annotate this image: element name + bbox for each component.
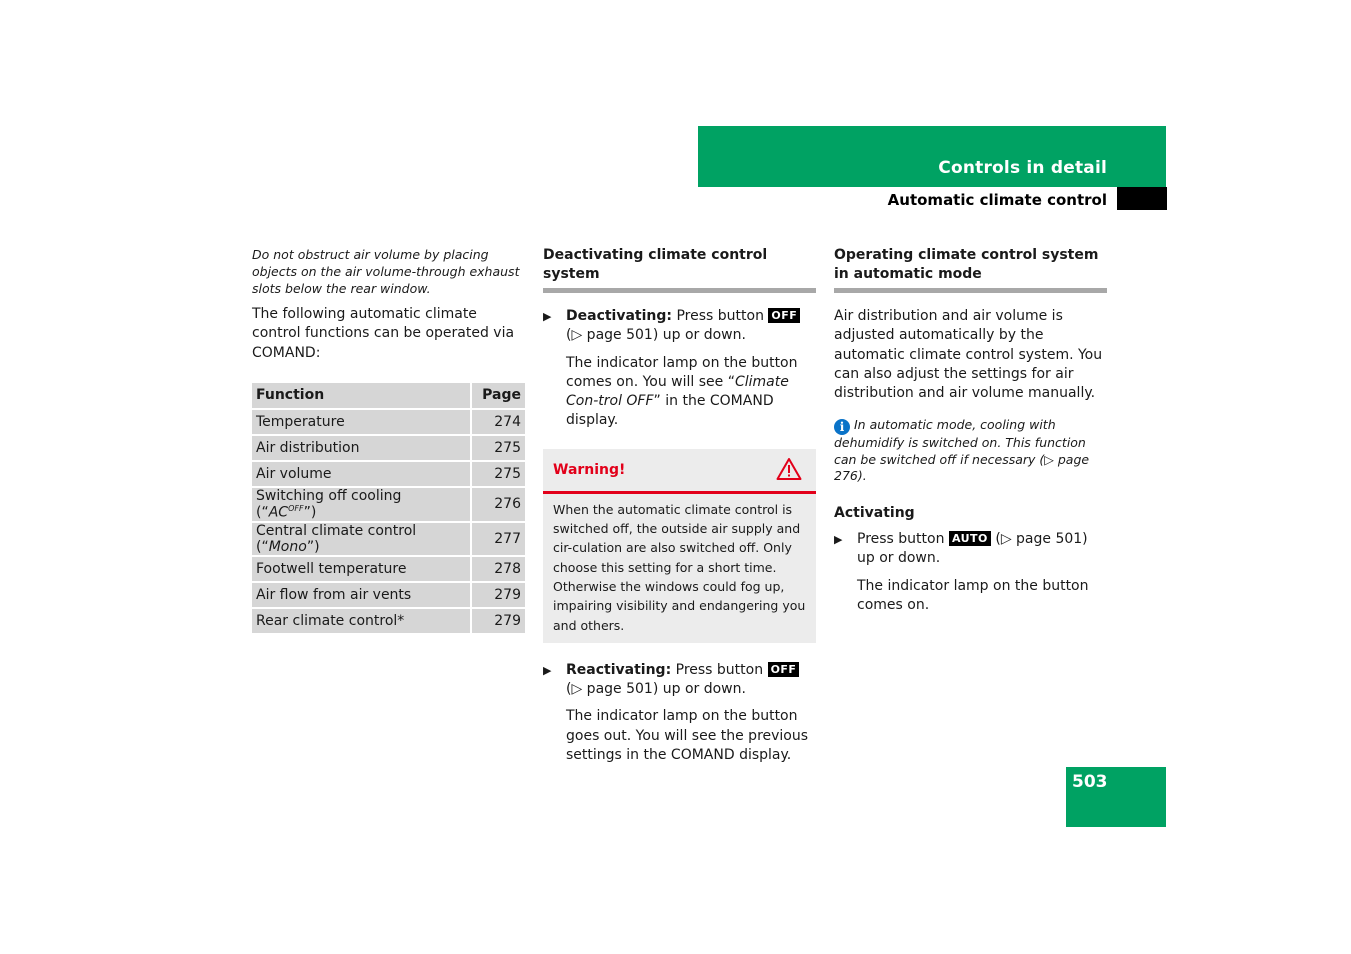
deactivating-heading: Deactivating climate control system (543, 246, 816, 293)
function-cell: Central climate control (“Mono”) (252, 522, 471, 556)
section-title: Controls in detail (938, 158, 1107, 178)
table-row (252, 556, 525, 582)
page-cell: 276 (471, 487, 525, 522)
page-cell: 274 (471, 409, 525, 435)
activate-step: ▶ Press button AUTO (▷ page 501) up or down. (834, 530, 1088, 567)
table-row (252, 409, 525, 435)
warning-triangle-icon (776, 457, 802, 485)
table-row (252, 608, 525, 634)
function-cell: Air volume (252, 461, 471, 487)
function-cell: Air flow from air vents (252, 582, 471, 608)
function-cell: Rear climate control* (252, 608, 471, 634)
obstruction-note: Do not obstruct air volume by placing objects on the air volume-through exhaust slots below the rear window. (252, 247, 520, 296)
info-icon: i (834, 419, 850, 435)
column-right (834, 246, 1107, 615)
automatic-mode-intro: Air distribution and air volume is adjusted automatically by the automatic climate control system. You can also adjust the settings for air distribution and air volume manually. (834, 308, 1103, 402)
auto-button-icon: AUTO (949, 531, 991, 546)
function-table (252, 383, 525, 635)
bullet-arrow-icon: ▶ (543, 310, 552, 323)
column-middle (543, 246, 816, 765)
page-cell: 278 (471, 556, 525, 582)
bullet-arrow-icon: ▶ (543, 663, 552, 677)
bullet-arrow-icon: ▶ (834, 532, 843, 546)
off-button-icon: OFF (768, 308, 800, 323)
reactivate-step: ▶ Reactivating: Press button OFF (▷ page 501) up or down. (543, 661, 816, 700)
warning-text: When the automatic climate control is switched off, the outside air supply and cir-culation are also switched off. Only choose this setting for a short time. Otherwise the windows could fog up, impairing visibility and endangering you and others. (553, 501, 806, 633)
table-header-row (252, 383, 525, 409)
page-column-header: Page (471, 383, 525, 409)
off-button-icon: OFF (768, 662, 800, 677)
info-note: i In automatic mode, cooling with dehumidify is switched on. This function can be switched off if necessary (▷ page 276). (834, 417, 1090, 484)
activate-result: The indicator lamp on the button comes on. (857, 577, 1089, 613)
column-left (252, 246, 526, 635)
function-cell: Switching off cooling $(“AC^{OFF}”)$ (252, 487, 471, 522)
function-column-header: Function (252, 383, 471, 409)
page-cell: 275 (471, 435, 525, 461)
deactivate-result: The indicator lamp on the button comes on. You will see “Climate Con-trol OFF” in the COMAND display. (566, 354, 798, 429)
table-row (252, 435, 525, 461)
warning-box (543, 449, 816, 643)
page-cell: 279 (471, 582, 525, 608)
reactivate-result: The indicator lamp on the button goes out. You will see the previous settings in the COMAND display. (566, 708, 809, 764)
automatic-mode-heading: Operating climate control system in automatic mode (834, 246, 1107, 293)
page-cell: 277 (471, 522, 525, 556)
table-row (252, 522, 525, 556)
table-row (252, 582, 525, 608)
function-cell: Temperature (252, 409, 471, 435)
function-cell: Air distribution (252, 435, 471, 461)
warning-title: Warning! (553, 461, 626, 478)
page-cell: 275 (471, 461, 525, 487)
table-row (252, 487, 525, 522)
page-cell: 279 (471, 608, 525, 634)
header-tab-marker (1117, 187, 1167, 210)
function-cell: Footwell temperature (252, 556, 471, 582)
page-number: 503 (1072, 772, 1108, 792)
activating-heading: Activating (834, 504, 915, 521)
deactivate-step: ▶ Deactivating: Press button OFF (▷ page 501) up or down. (543, 307, 816, 346)
table-row (252, 461, 525, 487)
subsection-title: Automatic climate control (887, 191, 1107, 209)
intro-text: The following automatic climate control functions can be operated via COMAND: (252, 306, 515, 361)
